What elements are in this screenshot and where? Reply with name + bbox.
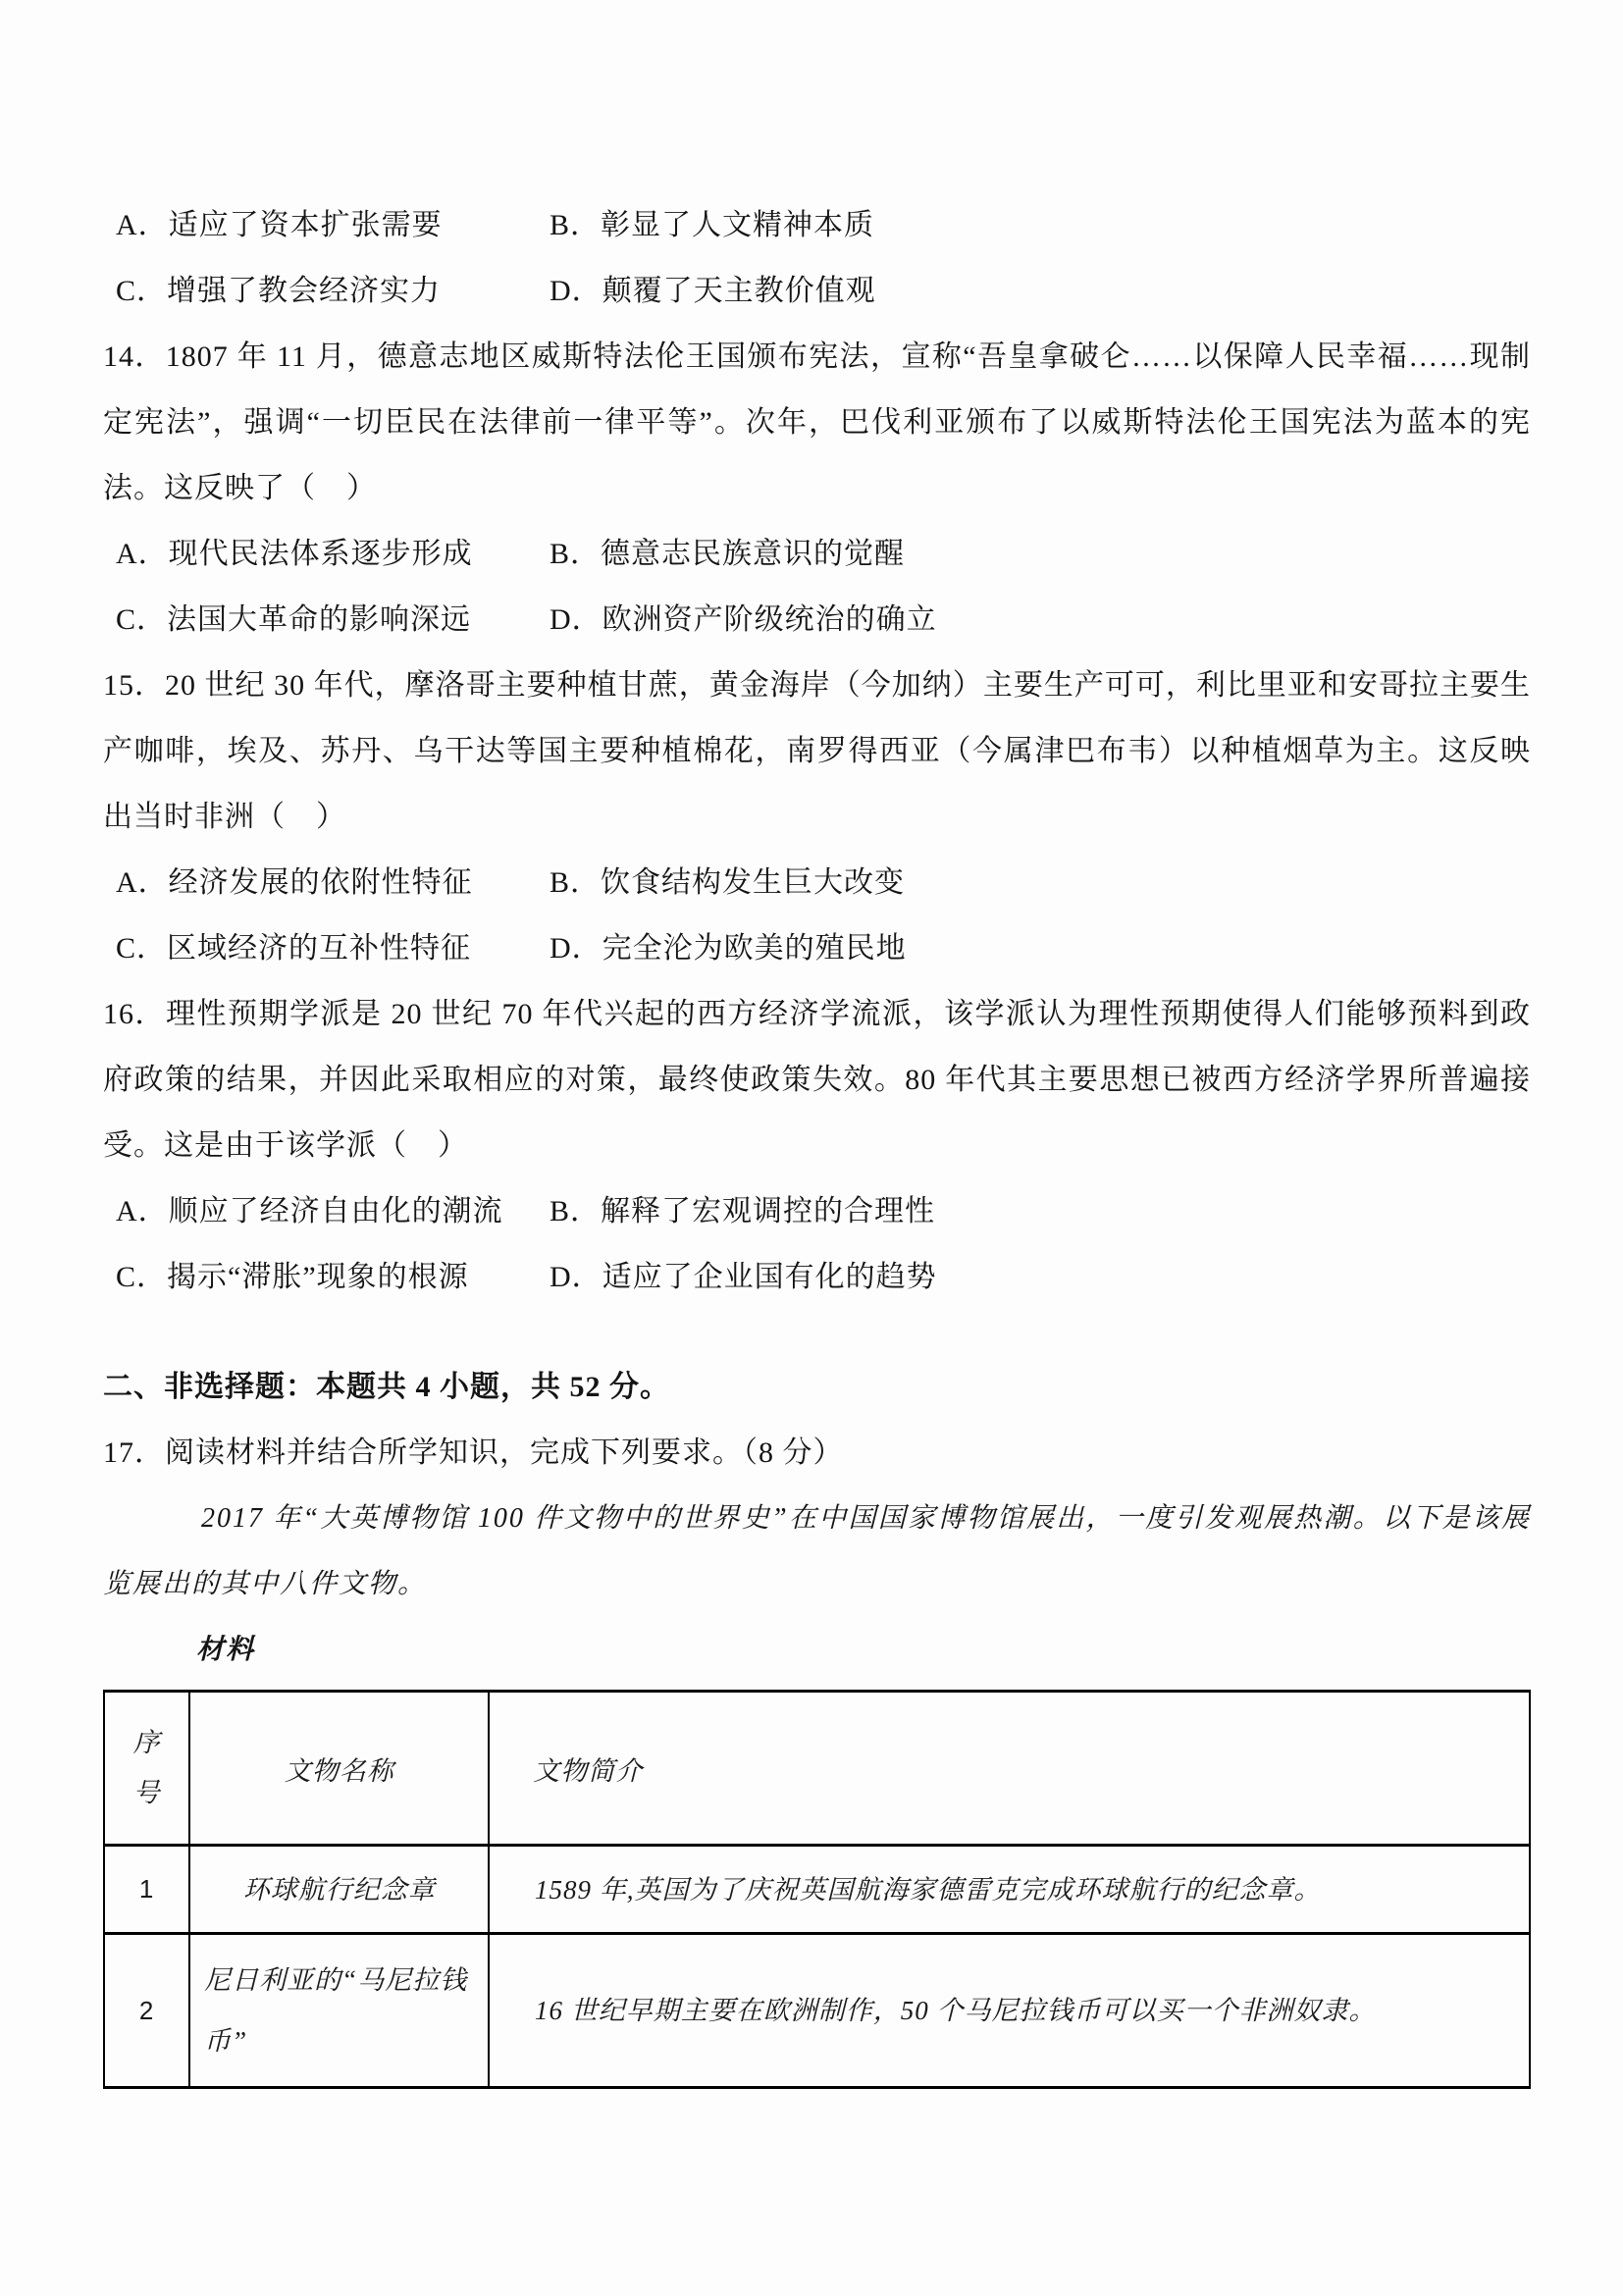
question-13-option-c: C．增强了教会经济实力 bbox=[116, 275, 442, 307]
question-16-option-c: C．揭示“滞胀”现象的根源 bbox=[116, 1261, 469, 1293]
section-two-header: 二、非选择题：本题共 4 小题，共 52 分。 bbox=[103, 1371, 670, 1403]
question-15-option-a: A．经济发展的依附性特征 bbox=[116, 866, 473, 899]
row-1-cell-name: 环球航行纪念章 bbox=[189, 1846, 489, 1934]
row-1-cell-desc: 1589 年,英国为了庆祝英国航海家德雷克完成环球航行的纪念章。 bbox=[489, 1846, 1530, 1934]
row-1-cell-serial: 1 bbox=[104, 1846, 189, 1934]
question-14-option-c: C．法国大革命的影响深远 bbox=[116, 603, 472, 636]
table-row-2 bbox=[104, 1934, 1530, 2088]
question-16-option-b: B．解释了宏观调控的合理性 bbox=[550, 1195, 936, 1227]
question-16-option-d: D．适应了企业国有化的趋势 bbox=[550, 1261, 937, 1293]
material-label: 材料 bbox=[196, 1635, 256, 1665]
row-2-cell-serial: 2 bbox=[104, 1934, 189, 2088]
question-14-option-d: D．欧洲资产阶级统治的确立 bbox=[550, 603, 937, 636]
question-14-option-b: B．德意志民族意识的觉醒 bbox=[550, 538, 906, 570]
artifacts-table bbox=[103, 1690, 1531, 2089]
question-14-options-row-1 bbox=[103, 521, 1531, 587]
header-serial-label: 序号 bbox=[132, 1727, 161, 1807]
question-17-intro: 17．阅读材料并结合所学知识，完成下列要求。（8 分） bbox=[103, 1436, 844, 1469]
question-14-option-a: A．现代民法体系逐步形成 bbox=[116, 538, 473, 570]
row-2-cell-desc: 16 世纪早期主要在欧洲制作，50 个马尼拉钱币可以买一个非洲奴隶。 bbox=[489, 1934, 1530, 2088]
question-14-text: 14．1807 年 11 月，德意志地区威斯特法伦王国颁布宪法，宣称“吾皇拿破仑……以保障人民幸福……现制定宪法”，强调“一切臣民在法律前一律平等”。次年，巴伐利亚颁布了以威斯特法伦王国宪法为蓝本的宪法。这反映了（ ） bbox=[103, 340, 1531, 504]
question-16-option-a: A．顺应了经济自由化的潮流 bbox=[116, 1195, 503, 1227]
question-15-text: 15．20 世纪 30 年代，摩洛哥主要种植甘蔗，黄金海岸（今加纳）主要生产可可，利比里亚和安哥拉主要生产咖啡，埃及、苏丹、乌干达等国主要种植棉花，南罗得西亚（今属津巴布韦）以种植烟草为主。这反映出当时非洲（ ） bbox=[103, 669, 1531, 833]
header-cell-serial bbox=[104, 1692, 189, 1846]
question-14-options-row-2 bbox=[103, 587, 1531, 652]
question-16-text: 16．理性预期学派是 20 世纪 70 年代兴起的西方经济学流派，该学派认为理性预期使得人们能够预料到政府政策的结果，并因此采取相应的对策，最终使政策失效。80 年代其主要思想已被西方经济学界所普遍接受。这是由于该学派（ ） bbox=[103, 998, 1531, 1162]
question-16-options-row-2 bbox=[103, 1244, 1531, 1310]
question-15-options-row-2 bbox=[103, 915, 1531, 981]
header-cell-name: 文物名称 bbox=[189, 1692, 489, 1846]
question-16-options-row-1 bbox=[103, 1178, 1531, 1244]
question-15-option-b: B．饮食结构发生巨大改变 bbox=[550, 866, 906, 899]
question-13-options-row-2 bbox=[103, 258, 1531, 324]
question-15-options-row-1 bbox=[103, 850, 1531, 915]
question-13-option-b: B．彰显了人文精神本质 bbox=[550, 209, 875, 241]
question-13-option-a: A．适应了资本扩张需要 bbox=[116, 209, 443, 241]
question-17-background: 2017 年“大英博物馆 100 件文物中的世界史”在中国国家博物馆展出，一度引发观展热潮。以下是该展览展出的其中八件文物。 bbox=[103, 1503, 1531, 1599]
question-15-option-c: C．区域经济的互补性特征 bbox=[116, 932, 472, 965]
question-13-option-d: D．颠覆了天主教价值观 bbox=[550, 275, 876, 307]
header-cell-desc: 文物简介 bbox=[489, 1692, 1530, 1846]
table-row-1 bbox=[104, 1846, 1530, 1934]
question-15-option-d: D．完全沦为欧美的殖民地 bbox=[550, 932, 907, 965]
question-13-options-row-1 bbox=[103, 192, 1531, 258]
table-header-row bbox=[104, 1692, 1530, 1846]
row-2-cell-name: 尼日利亚的“马尼拉钱币” bbox=[189, 1934, 489, 2088]
